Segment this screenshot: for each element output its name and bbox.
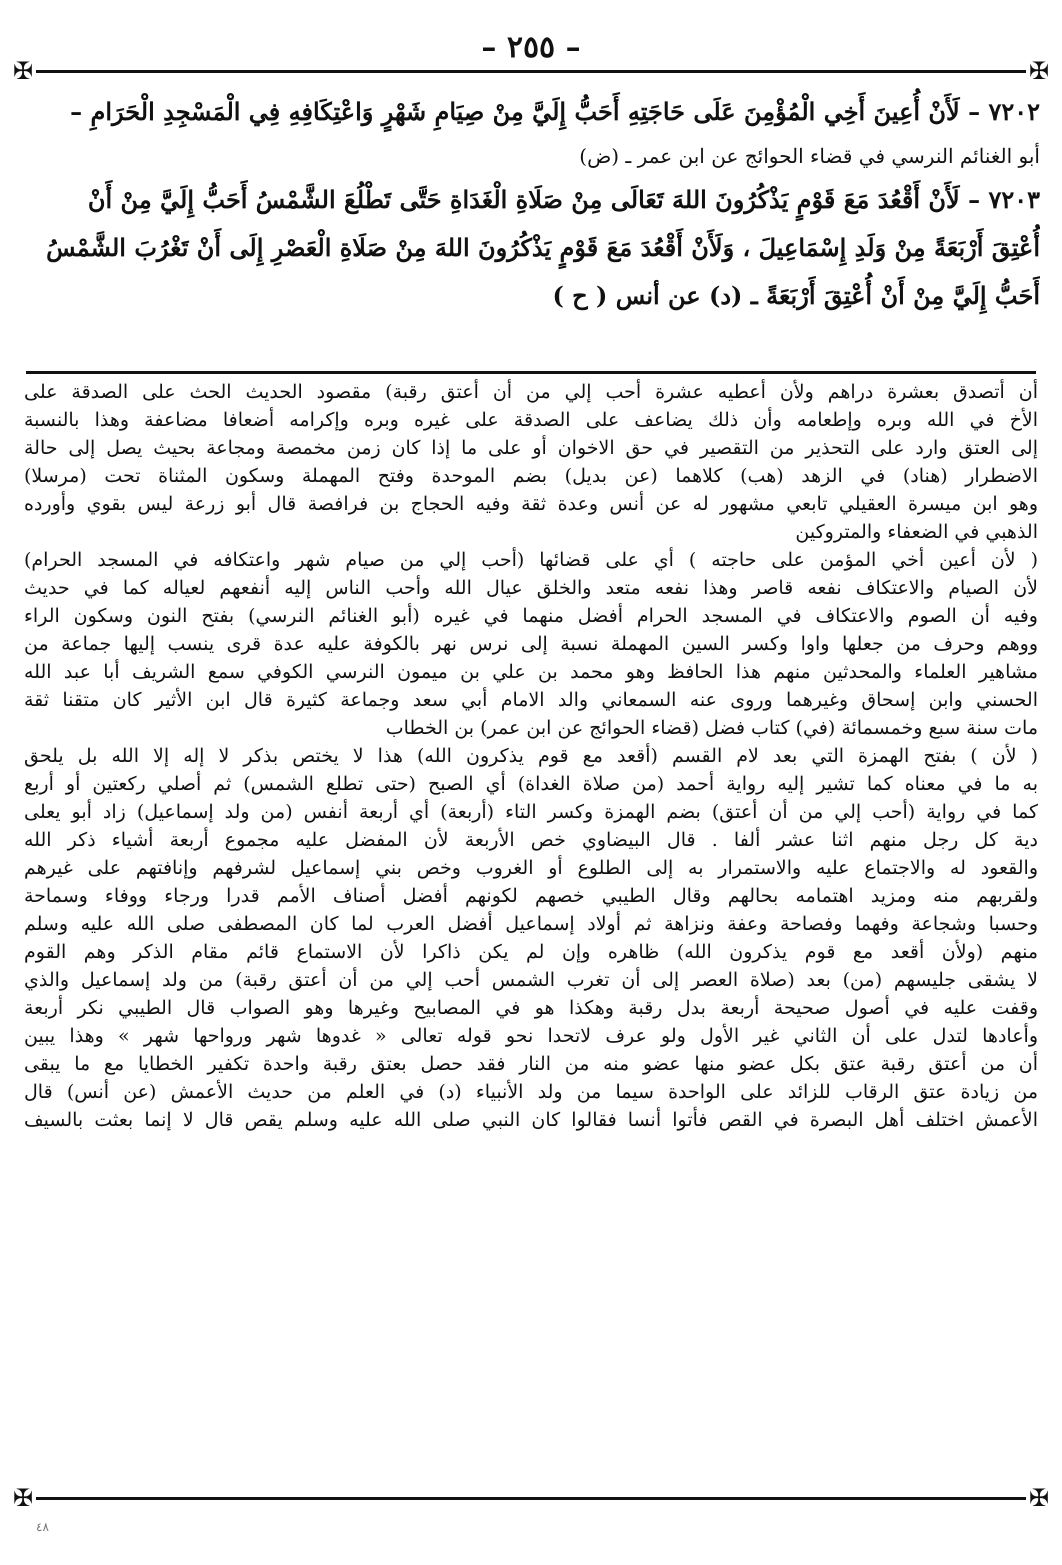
commentary-line: إلى العتق وارد على التحذير من التقصير في حق الاخوان أو على ما إذا كان زمن مخمصة ومجاعة بحيث يصل إلى حالة [24, 437, 1038, 459]
corner-ornament-icon: ✠ [10, 1485, 36, 1511]
hadith-7202 [22, 88, 1040, 176]
bottom-rule [26, 1497, 1036, 1500]
commentary-line: وحسبا وشجاعة وفهما وفصاحة وعفة ونزاهة ثم أولاد إسماعيل أفضل العرب لما كان المصطفى صلى الله عليه وسلم [24, 913, 1038, 935]
hadith-text-line: أَحَبُّ إِلَيَّ مِنْ أَنْ أُعْتِقَ أَرْبَعَةً ـ (د) عن أنس ( ح ) [552, 281, 1040, 310]
corner-ornament-icon: ✠ [1026, 58, 1052, 84]
footer-mark: ٤٨ [36, 1520, 49, 1534]
section-divider [26, 371, 1036, 374]
commentary-line: ولقربهم منه ومزيد اهتمامه بحالهم وقال الطيبي خصهم لكونهم أفضل أصناف الأمم قدرا ورجاء ووفاء وسماحة [24, 885, 1038, 907]
commentary-line: لأن الصيام والاعتكاف نفعه قاصر وهذا نفعه متعد والخلق عيال الله وأحب الناس إليه أنفعهم لعياله كما في حديث [24, 577, 1038, 599]
commentary-section [24, 378, 1038, 1134]
hadith-text-line: ٧٢٠٣ – لَأَنْ أَقْعُدَ مَعَ قَوْمٍ يَذْكُرُونَ اللهَ تَعَالَى مِنْ صَلَاةِ الْغَدَاةِ حَتَّى تَطْلُعَ الشَّمْسُ أَحَبُّ إِلَيَّ مِنْ أَنْ [87, 185, 1040, 214]
commentary-line: من زيادة عتق الرقاب للزائد على الواحدة سيما من ولد الأنبياء (د) في العلم من حديث الأعمش (عن أنس) قال [24, 1081, 1038, 1103]
top-rule [26, 70, 1036, 73]
commentary-line: دية كل رجل منهم اثنا عشر ألفا . قال البيضاوي خص الأربعة لأن المفضل عليه مجموع أربعة أشياء ذكر الله [24, 829, 1038, 851]
commentary-line: ( لأن ) بفتح الهمزة التي بعد لام القسم (أقعد مع قوم يذكرون الله) هذا لا يختص بذكر لا إله إلا الله بل يلحق [24, 745, 1038, 767]
hadith-text-line: أُعْتِقَ أَرْبَعَةً مِنْ وَلَدِ إِسْمَاعِيلَ ، وَلَأَنْ أَقْعُدَ مَعَ قَوْمٍ يَذْكُرُونَ اللهَ مِنْ صَلَاةِ الْعَصْرِ إِلَى أَنْ تَغْرُبَ الشَّمْسُ [46, 233, 1040, 262]
commentary-line: الذهبي في الضعفاء والمتروكين [795, 521, 1038, 543]
commentary-line: الأعمش اختلف أهل البصرة في القص فأتوا أنسا فقالوا كان النبي صلى الله عليه وسلم يقص قال لا إنما بعثت بالسيف [24, 1109, 1038, 1131]
commentary-line: وهو ابن ميسرة العقيلي تابعي مشهور له عن أنس وعدة ثقة وفيه الحجاج بن فرافصة قال أبو زرعة ليس بقوي وأورده [24, 493, 1038, 515]
hadith-7203 [22, 176, 1040, 320]
corner-ornament-icon: ✠ [10, 58, 36, 84]
commentary-line: والقعود له والاجتماع عليه والاستمرار به إلى الطلوع أو الغروب وخص بني إسماعيل لشرفهم وإنافتهم على غيرهم [24, 857, 1038, 879]
commentary-line: مشاهير العلماء والمحدثين منهم هذا الحافظ وهو محمد بن علي بن ميمون النرسي الكوفي سمع الشريف أبا عبد الله [24, 661, 1038, 683]
commentary-line: الحسني وابن إسحاق وغيرهما وروى عنه السمعاني والد الامام أبي سعد وجماعة كثيرة قال ابن الأثير كان متقنا ثقة [24, 689, 1038, 711]
commentary-line: أن أتصدق بعشرة دراهم ولأن أعطيه عشرة أحب إلي من أن أعتق رقبة) مقصود الحديث الحث على الصدقة على [24, 381, 1038, 403]
commentary-line: ( لأن أعين أخي المؤمن على حاجته ) أي على قضائها (أحب إلي من صيام شهر واعتكافه في المسجد الحرام) [24, 549, 1038, 571]
commentary-line: ووهم وحرف من جعلها واوا وكسر السين المهملة نسبة إلى نرس نهر بالكوفة عليه عدة قرى ينسب إليها جماعة من [24, 633, 1038, 655]
commentary-line: وفيه أن الصوم والاعتكاف في المسجد الحرام أفضل منهما في غيره (أبو الغنائم النرسي) بفتح النون وسكون الراء [24, 605, 1038, 627]
hadith-section [22, 88, 1040, 320]
page-number: – ٢٥٥ – [481, 30, 581, 65]
commentary-line: أن من أعتق رقبة عتق بكل عضو منها عضو منه من النار فقد حصل بعتق رقبة واحدة تكفير الخطايا مع ما يبقى [24, 1053, 1038, 1075]
corner-ornament-icon: ✠ [1026, 1485, 1052, 1511]
commentary-line: وقفت عليه في أصول صحيحة أربعة بدل رقبة وهكذا هو في المصابيح وغيرها وهو الصواب قال الطيبي نكر أربعة [24, 997, 1038, 1019]
commentary-line: الأخ في الله وبره وإطعامه وأن ذلك يضاعف على الصدقة على غيره وبره وإكرامه أضعافا مضاعفة وهذا بالنسبة [24, 409, 1038, 431]
hadith-source: أبو الغنائم النرسي في قضاء الحوائج عن ابن عمر ـ (ض) [579, 144, 1040, 168]
commentary-line: منهم (ولأن أقعد مع قوم يذكرون الله) ظاهره وإن لم يكن ذاكرا لأن الاستماع قائم مقام الذكر وهم القوم [24, 941, 1038, 963]
commentary-line: وأعادها لتدل على أن الثاني غير الأول ولو عرف لاتحدا نحو قوله تعالى « غدوها شهر ورواحها شهر » وهذا يبين [24, 1025, 1038, 1047]
commentary-line: كما في رواية (أحب إلي من أن أعتق) بضم الهمزة وكسر التاء (أربعة) أي أربعة أنفس (من ولد إسماعيل) زاد أبو يعلى [24, 801, 1038, 823]
commentary-line: لا يشقى جليسهم (من) بعد (صلاة العصر إلى أن تغرب الشمس أحب إلي من أن أعتق رقبة) من ولد إسماعيل والذي [24, 969, 1038, 991]
commentary-line: مات سنة سبع وخمسمائة (في) كتاب فضل (قضاء الحوائج عن ابن عمر) بن الخطاب [385, 717, 1038, 739]
hadith-text-line: ٧٢٠٢ – لَأَنْ أُعِينَ أَخِي الْمُؤْمِنَ عَلَى حَاجَتِهِ أَحَبُّ إِلَيَّ مِنْ صِيَامِ شَهْرٍ وَاعْتِكَافِهِ فِي الْمَسْجِدِ الْحَرَامِ – [70, 97, 1040, 126]
commentary-line: به ما في معناه كما تشير إليه رواية أحمد (من صلاة الغداة) أي الصبح (حتى تطلع الشمس) ثم أصلي ركعتين أو أربع [24, 773, 1038, 795]
commentary-line: الاضطرار (هناد) في الزهد (هب) كلاهما (عن بديل) بضم الموحدة وفتح المهملة وسكون المثناة تحت (مرسلا) [24, 465, 1038, 487]
